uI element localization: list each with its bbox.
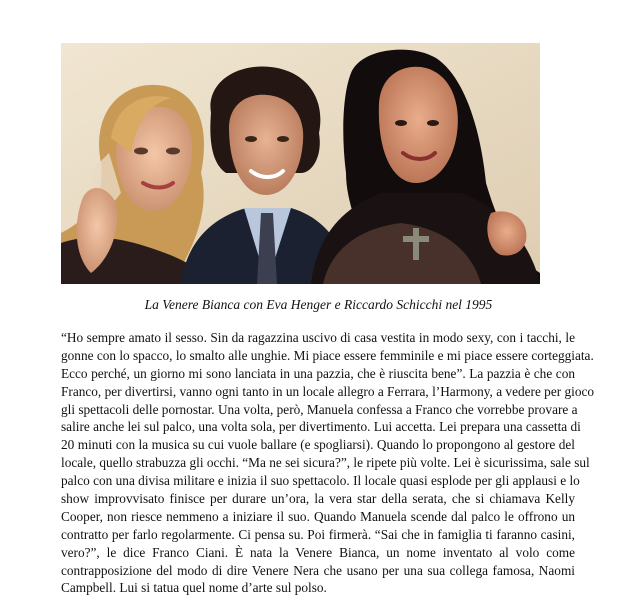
figure-photo	[61, 43, 540, 284]
article-line: locale, quello strabuzza gli occhi. “Ma ne sei sicura?”, le ripete più volte. Lei è sicurissima, sale sul	[61, 455, 590, 471]
article-line: contratto per farlo regolarmente. Ci pensa su. Poi firmerà. “Sai che in famiglia ti faranno casini,	[61, 526, 575, 542]
article-line: Ecco perché, un giorno mi sono lanciata in una pazzia, che è riuscita bene”. La pazzia è che con	[61, 365, 575, 381]
article-line: gli spettacoli delle pornostar. Una volta, però, Manuela confessa a Franco che vorrebbe provare a	[61, 401, 578, 417]
article-line: 20 minuti con la musica su cui vuole ballare (e spogliarsi). Quando lo propongono al gestore del	[61, 437, 575, 453]
photo-three-people	[61, 43, 540, 284]
article-line: Cooper, non riesce nemmeno a iniziare il suo. Quando Manuela scende dal palco le offrono un	[61, 508, 575, 524]
article-line: show improvvisato finisce per durare un’ora, la vera star della serata, che si chiamava Kelly	[61, 491, 575, 507]
article-body	[61, 329, 595, 597]
article-line: “Ho sempre amato il sesso. Sin da ragazzina uscivo di casa vestita in modo sexy, con i tacchi, le	[61, 330, 575, 345]
article-line: gonne con lo spacco, lo smalto alle unghie. Mi piace essere femminile e mi piace essere corteggiata.	[61, 347, 594, 363]
article-line: contrapposizione del modo di dire Venere Nera che usano per una sua collega famosa, Naomi	[61, 562, 575, 578]
figure-caption: La Venere Bianca con Eva Henger e Riccardo Schicchi nel 1995	[144, 297, 493, 312]
article-line: vero?”, le dice Franco Ciani. È nata la Venere Bianca, un nome inventato al volo come	[61, 544, 575, 560]
article-line: Franco, per divertirsi, vanno ogni tanto in un locale allegro a Ferrara, l’Harmony, a vedere per gioco	[61, 383, 595, 399]
article-line: Campbell. Lui si tatua quel nome d’arte sul polso.	[61, 580, 327, 596]
article-line: salire anche lei sul palco, una volta sola, per divertimento. Lui accetta. Lei prepara una cassetta di	[61, 419, 581, 435]
article-line: palco con una divisa militare e inizia il suo spettacolo. Il locale quasi esplode per gli applausi e lo	[61, 473, 580, 489]
